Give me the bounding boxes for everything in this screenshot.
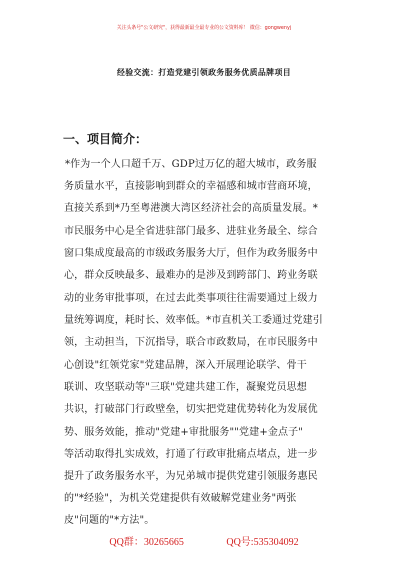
footer-contact bbox=[0, 533, 408, 548]
body-line: 等活动取得扎实成效，打通了行政审批痛点堵点，进一步 bbox=[64, 449, 318, 460]
header-banner: 关注头条号"公文研究"，获得最新最全最专业的公文资料库！ 微信：gongwenyj bbox=[116, 25, 292, 31]
body-line: 势、服务效能，推动"党建+审批服务""党建+金点子" bbox=[64, 427, 304, 438]
body-line: 提升了政务服务水平，为兄弟城市提供党建引领服务惠民 bbox=[64, 471, 318, 482]
body-line: 的"*经验"，为机关党建提供有效破解党建业务"两张 bbox=[64, 493, 297, 504]
body-line: 窗口集成度最高的市级政务服务大厅，但作为政务服务中 bbox=[64, 248, 318, 259]
body-line: 心，群众反映最多、最难办的是涉及到跨部门、跨业务联 bbox=[64, 270, 318, 281]
body-line: 共识，打破部门行政壁垒，切实把党建优势转化为发展优 bbox=[64, 404, 318, 415]
section-heading: 一、项目简介： bbox=[63, 132, 148, 146]
body-line: 务质量水平，直接影响到群众的幸福感和城市营商环境， bbox=[64, 181, 318, 192]
body-line: 皮"问题的"*方法"。 bbox=[64, 515, 155, 526]
body-line: 心创设"红领党家"党建品牌，深入开展理论联学、骨干 bbox=[64, 360, 307, 371]
qq-group-text: QQ群：30265665 bbox=[109, 537, 184, 548]
body-line: 直接关系到*乃至粤港澳大湾区经济社会的高质量发展。* bbox=[64, 203, 318, 214]
body-line: 动的业务审批事项，在过去此类事项往往需要通过上级力 bbox=[64, 293, 318, 304]
qq-number-text: QQ号:535304092 bbox=[226, 537, 299, 548]
body-line: 联训、攻坚联动等"三联"党建共建工作，凝聚党员思想 bbox=[64, 382, 307, 393]
body-line: 领，主动担当，下沉指导，联合市政数局，在市民服务中 bbox=[64, 337, 318, 348]
body-line: 市民服务中心是全省进驻部门最多、进驻业务最全、综合 bbox=[64, 226, 318, 237]
body-line: *作为一个人口超千万、GDP过万亿的超大城市，政务服 bbox=[65, 159, 317, 170]
body-line: 量统筹调度，耗时长、效率低。*市直机关工委通过党建引 bbox=[64, 315, 323, 326]
document-title: 经验交流：打造党建引领政务服务优质品牌项目 bbox=[116, 68, 292, 77]
